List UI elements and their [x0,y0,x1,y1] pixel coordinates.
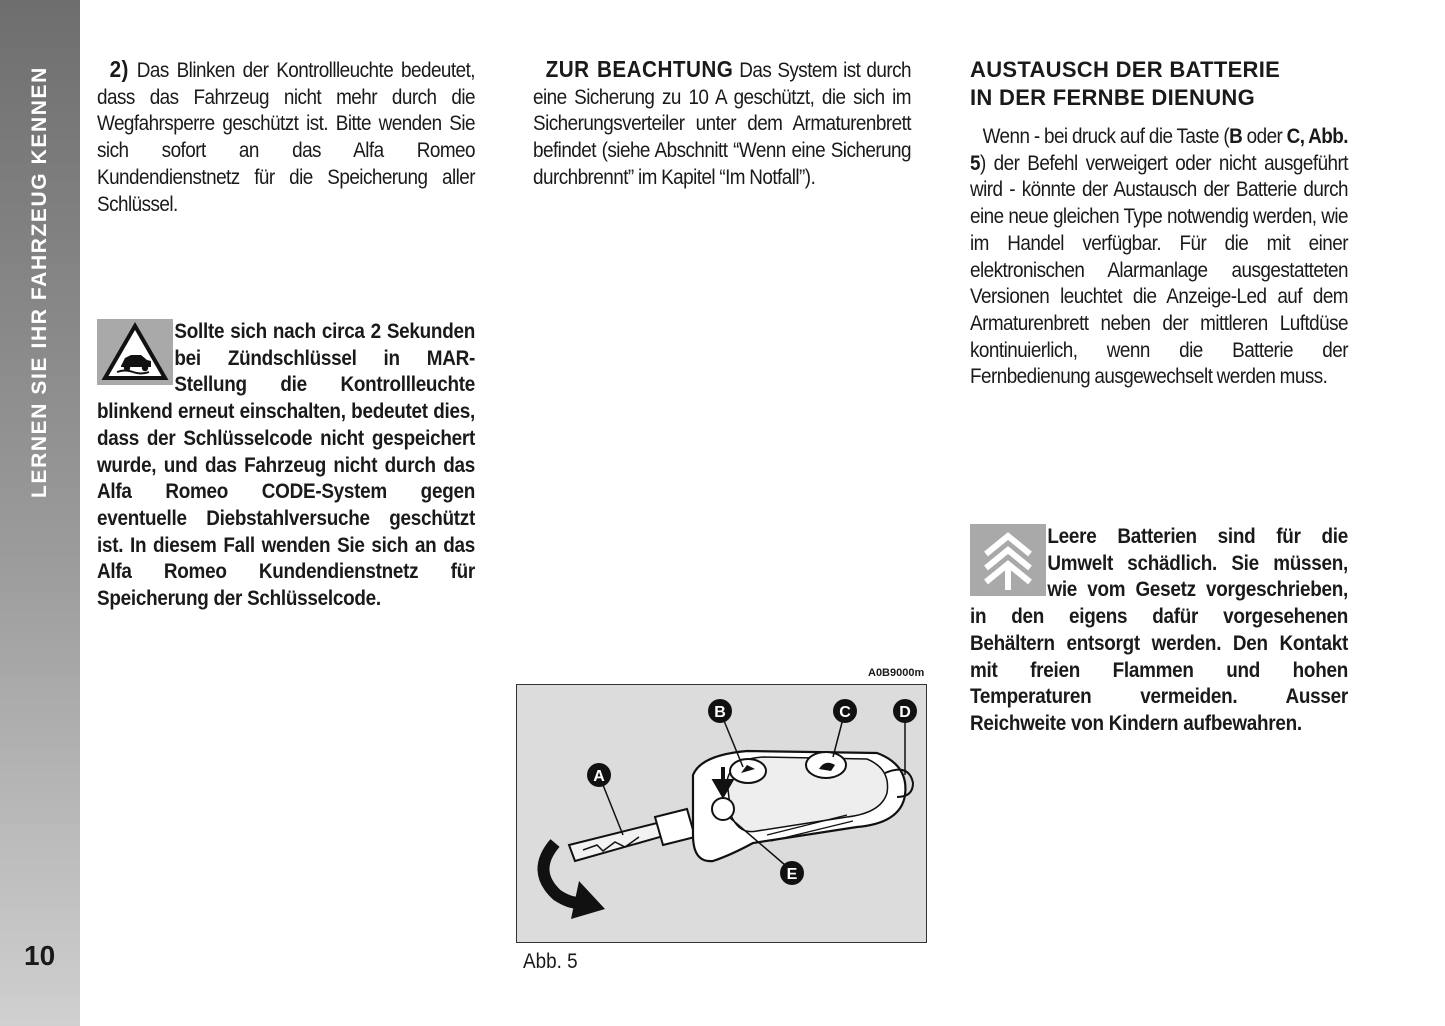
warning-block [97,319,477,613]
column-1 [97,56,477,218]
environment-block [970,524,1350,738]
page-number: 10 [24,940,56,971]
button-c-ref: C, Abb. 5 [970,125,1348,175]
battery-text-or: oder [1242,125,1287,148]
attention-paragraph [533,56,911,192]
heading-line-2: IN DER FERNBE DIENUNG [970,85,1255,110]
key-figure [516,684,927,943]
note-paragraph [97,56,475,218]
note-number: 2) [109,56,129,82]
chapter-title: LERNEN SIE IHR FAHRZEUG KENNEN [28,66,51,498]
battery-text-start: Wenn - bei druck auf die Taste ( [982,125,1230,148]
label-b: B [714,704,726,721]
column-2 [533,56,913,192]
warning-text: Sollte sich nach circa 2 Sekunden bei Zündschlüssel in MAR-Stellung die Kontrollleuchte blinkend erneut einschalten, bedeutet dies, dass der Schlüsselcode nicht gespeichert wurde, und das Fahrzeug nicht durch das Alfa Romeo CODE-System gegen eventuelle Diebstahlversuche geschützt ist. In diesem Fall wenden Sie sich an das Alfa Romeo Kundendienstnetz für Speicherung der Schlüsselcode. [97,320,475,611]
label-c: C [839,704,851,721]
label-a: A [593,768,605,785]
battery-paragraph [970,124,1348,391]
figure-caption: Abb. 5 [523,950,578,973]
chapter-sidebar [0,0,80,1026]
heading-line-1: AUSTAUSCH DER BATTERIE [970,57,1281,82]
flip-key-illustration [517,685,925,941]
battery-text-rest: ) der Befehl verweigert oder nicht ausgeführt wird - könnte der Austausch der Batterie durch eine neue gleichen Type notwendig werden, wie im Handel verfügbar. Für die mit einer elektronischen Alarmanlage ausgestatteten Versionen leuchtet die Anzeige-Led auf dem Armaturenbrett neben der mittleren Luftdüse kontinuierlich, wenn die Batterie der Fernbedienung ausgewechselt werden muss. [970,151,1348,389]
attention-lead: ZUR BEACHTUNG [545,56,734,82]
label-e: E [786,866,798,883]
label-d: D [899,704,911,721]
column-3 [970,56,1350,391]
note-text: Das Blinken der Kontrollleuchte bedeutet, dass das Fahrzeug nicht mehr durch die Wegfahrsperre geschützt ist. Bitte wenden Sie sich sofort an das Alfa Romeo Kundendienstnetz für die Speicherung aller Schlüssel. [97,59,475,216]
button-b-ref: B [1229,125,1243,148]
figure-code: A0B9000m [868,667,925,679]
attention-text: Das System ist durch eine Sicherung zu 10 A geschützt, die sich im Sicherungsverteiler unter dem Armaturenbrett befindet (siehe Abschnitt “Wenn eine Sicherung durchbrennt” im Kapitel “Im Notfall”). [533,59,911,189]
section-heading [970,56,1350,112]
environment-text: Leere Batterien sind für die Umwelt schädlich. Sie müssen, wie vom Gesetz vorgeschrieben, in den eigens dafür vorgesehenen Behältern entsorgt werden. Den Kontakt mit freien Flammen und hohen Temperaturen vermeiden. Ausser Reichweite von Kindern aufbewahren. [970,525,1348,735]
